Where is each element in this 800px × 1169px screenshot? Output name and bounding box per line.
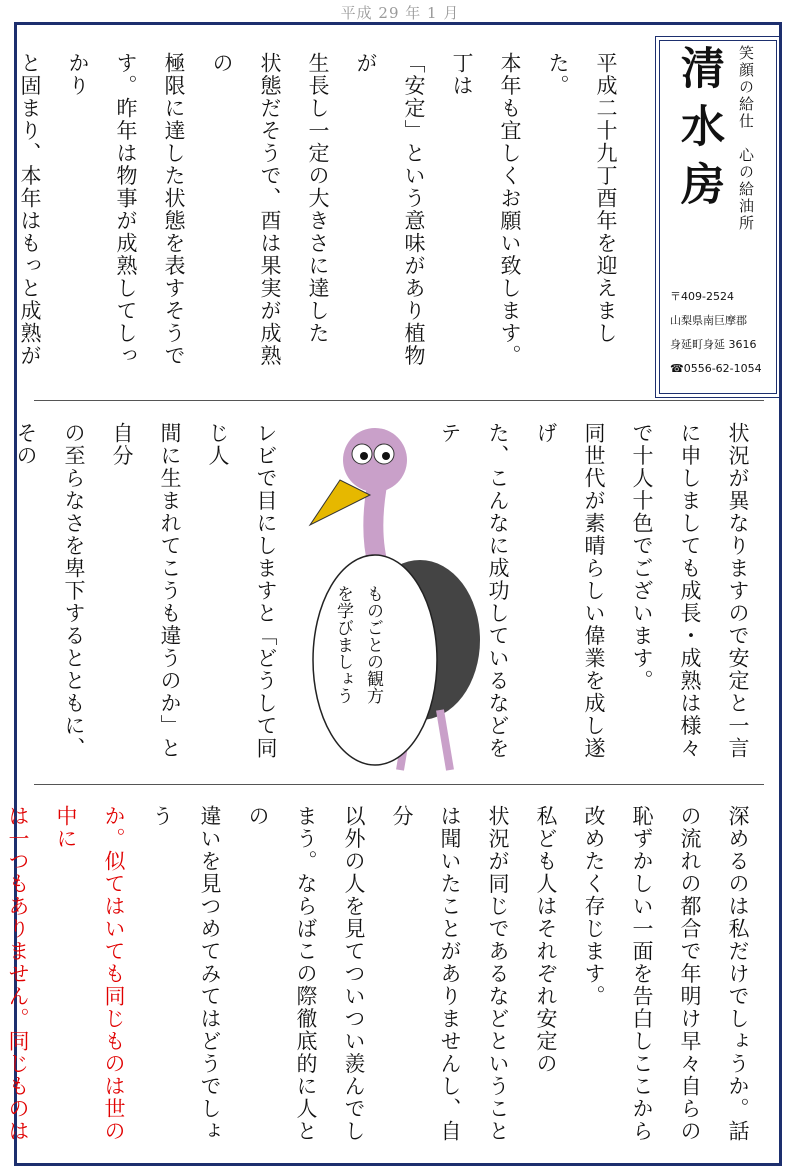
section3-line: 恥ずかしい一面を告白しここから xyxy=(630,805,654,1143)
section2-text-left xyxy=(0,422,290,772)
section2-line: 間に生まれてこうも違うのか」と自分 xyxy=(110,422,182,760)
section1-line: す。昨年は物事が成熟してしっかり xyxy=(66,52,138,367)
section-divider xyxy=(34,400,764,401)
ostrich-illustration xyxy=(300,410,480,780)
section1-line: 平成二十九丁酉年を迎えました。 xyxy=(546,52,618,345)
section2-line: で十人十色でございます。 xyxy=(630,422,654,692)
section3-line: まう。ならばこの際徹底的に人との xyxy=(246,805,318,1143)
section2-line xyxy=(0,422,2,772)
shop-address-line1: 山梨県南巨摩郡 xyxy=(670,314,747,327)
section3-line: 違いを見つめてみてはどうでしょう xyxy=(150,805,222,1143)
issue-date: 平成 29 年 1 月 xyxy=(340,4,460,22)
section2-line: 状況が異なりますので安定と一言 xyxy=(726,422,750,760)
shop-tagline: 笑顔の給仕 心の給油所 xyxy=(737,45,755,232)
section-divider xyxy=(34,784,764,785)
section2-line: の至らなさを卑下するとともに、その xyxy=(14,422,86,760)
section3-line: の流れの都合で年明け早々自らの xyxy=(678,805,702,1143)
section1-line: 極限に達した状態を表すそうで xyxy=(162,52,186,367)
section1-line: 「安定」という意味があり植物が xyxy=(354,52,426,367)
section3-line: 以外の人を見てついつい羨んでし xyxy=(342,805,366,1143)
section1-line: 生長し一定の大きさに達した xyxy=(306,52,330,345)
section1-text xyxy=(0,52,630,382)
section2-line: 同世代が素晴らしい偉業を成し遂げ xyxy=(534,422,606,760)
bubble-line: を学びましょう xyxy=(333,585,353,704)
shop-phone: ☎0556-62-1054 xyxy=(670,362,762,375)
section3-line: は聞いたことがありませんし、自分 xyxy=(390,805,462,1143)
section3-line-highlight: か。似てはいても同じものは世の中に xyxy=(54,805,126,1143)
ostrich-head xyxy=(343,428,407,492)
section2-line: た、こんなに成功しているなどをテ xyxy=(438,422,510,760)
section3-line: 改めたく存じます。 xyxy=(582,805,606,1008)
section2-line: に申しましても成長・成熟は様々 xyxy=(678,422,702,760)
section3-line-highlight: は一つもありません。同じものは xyxy=(6,805,30,1143)
bubble-text xyxy=(328,585,388,704)
bubble-line: ものごとの観方 xyxy=(363,585,383,704)
shop-address xyxy=(670,285,778,381)
ostrich-pupil-right xyxy=(382,452,390,460)
section3-line: 私ども人はそれぞれ安定の xyxy=(534,805,558,1075)
shop-stamp xyxy=(655,36,781,398)
section3-line: 深めるのは私だけでしょうか。話 xyxy=(726,805,750,1143)
shop-postal: 〒409-2524 xyxy=(670,290,734,303)
section3-text xyxy=(0,805,762,1155)
section2-line: レビで目にしますと「どうして同じ人 xyxy=(206,422,278,760)
section1-line: 本年も宜しくお願い致します。丁は xyxy=(450,52,522,367)
shop-name: 清水房 xyxy=(673,45,724,219)
section1-line: と固まり、本年はもっと成熟が xyxy=(18,52,42,367)
ostrich-pupil-left xyxy=(360,452,368,460)
shop-address-line2: 身延町身延 3616 xyxy=(670,338,757,351)
section1-line: 状態だそうで、酉は果実が成熟の xyxy=(210,52,282,367)
section3-line: 状況が同じであるなどということ xyxy=(486,805,510,1143)
